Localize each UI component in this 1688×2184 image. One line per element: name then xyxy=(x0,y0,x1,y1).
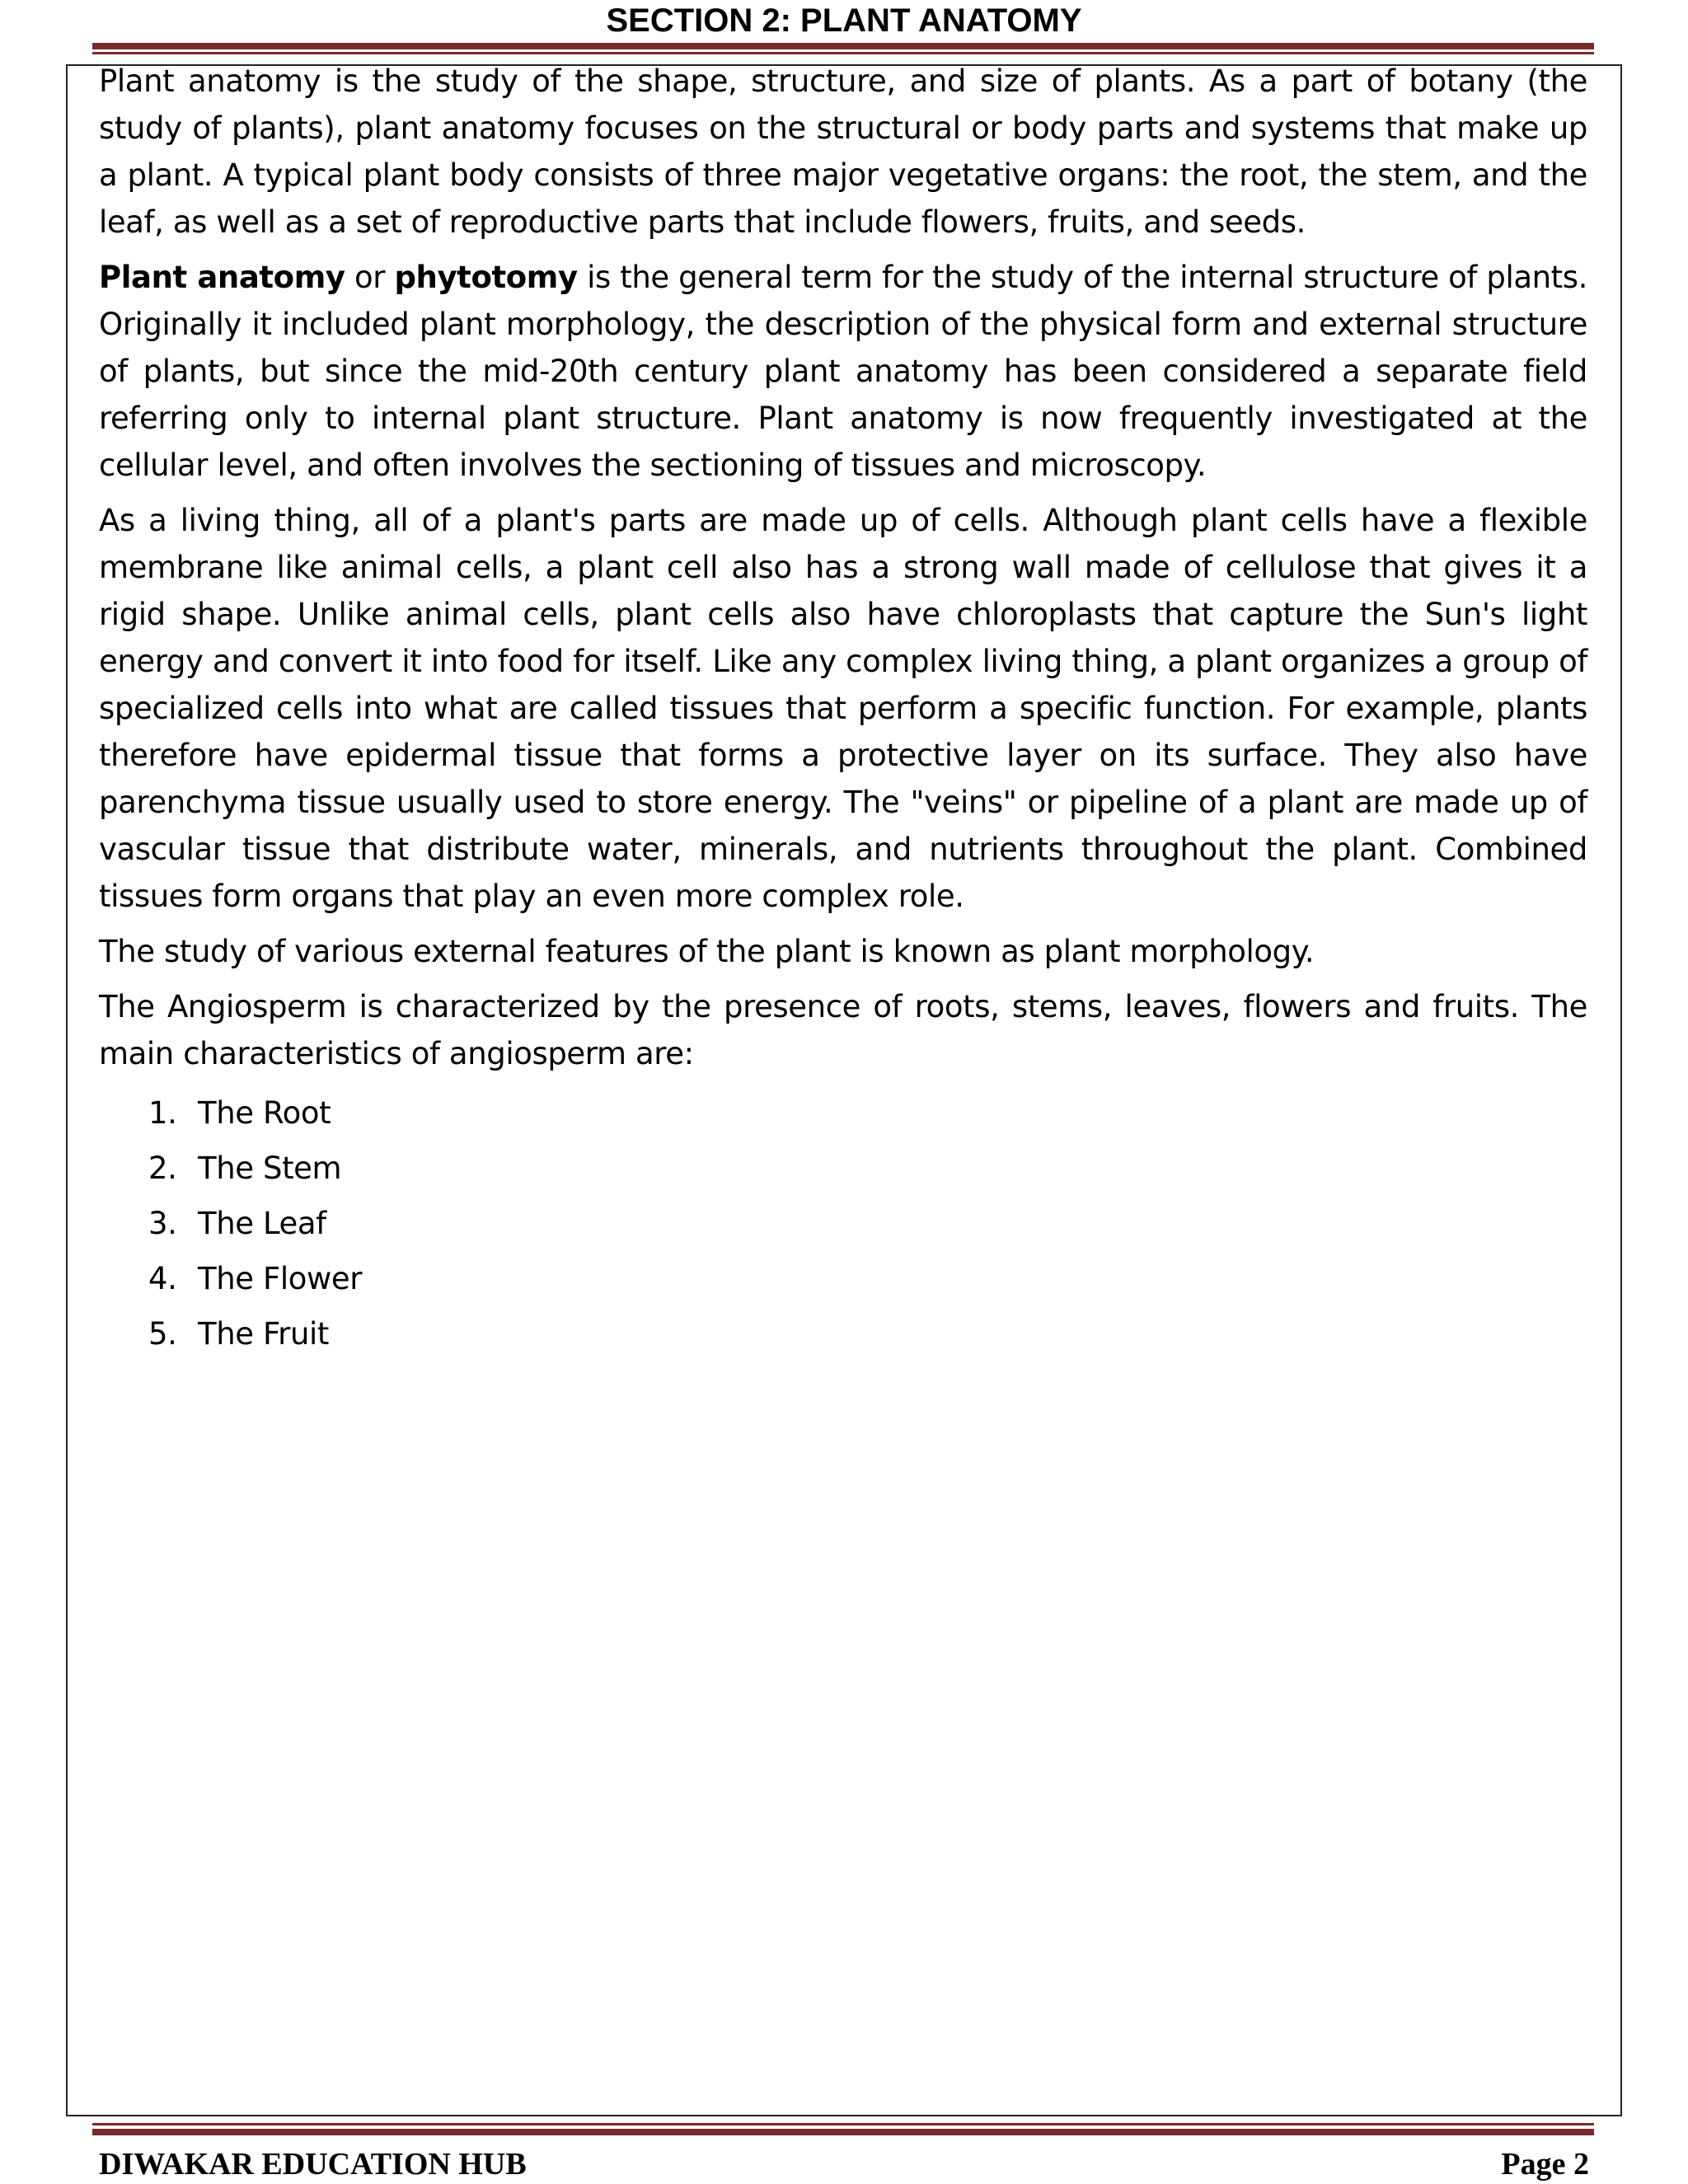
list-item-label: The Flower xyxy=(198,1261,363,1296)
angiosperm-characteristics-list xyxy=(99,1085,1587,1361)
footer-rule-thin xyxy=(92,2123,1594,2125)
text-or: or xyxy=(345,260,395,295)
list-item-label: The Stem xyxy=(198,1151,342,1186)
term-phytotomy: phytotomy xyxy=(394,260,578,295)
paragraph-definition xyxy=(99,254,1587,489)
paragraph-angiosperm: The Angiosperm is characterized by the presence of roots, stems, leaves, flowers and fruits. The main characteristics of angiosperm are: xyxy=(99,989,1587,1071)
paragraph-intro: Plant anatomy is the study of the shape, structure, and size of plants. As a part of botany (the study of plants), plant anatomy focuses on the structural or body parts and systems that make up a plant. A typical plant body consists of three major vegetative organs: the root, the stem, and the leaf, as well as a set of reproductive parts that include flowers, fruits, and seeds. xyxy=(99,63,1587,240)
footer-page-number: Page 2 xyxy=(1501,2147,1589,2182)
list-item xyxy=(148,1251,1587,1306)
list-item xyxy=(148,1196,1587,1251)
header-rule-thin xyxy=(92,52,1594,54)
list-item-number: 1. xyxy=(148,1095,177,1131)
paragraph-definition-text: is the general term for the study of the internal structure of plants. Originally it included plant morphology, the description of the physical form and external structure of plants, but since the mid-20th century plant anatomy has been considered a separate field referring only to internal plant structure. Plant anatomy is now frequently investigated at the cellular level, and often involves the sectioning of tissues and microscopy. xyxy=(99,260,1587,483)
footer-publisher: DIWAKAR EDUCATION HUB xyxy=(99,2147,527,2182)
paragraph-cells: As a living thing, all of a plant's parts are made up of cells. Although plant cells have a flexible membrane like animal cells, a plant cell also has a strong wall made of cellulose that gives it a rigid shape. Unlike animal cells, plant cells also have chloroplasts that capture the Sun's light energy and convert it into food for itself. Like any complex living thing, a plant organizes a group of specialized cells into what are called tissues that perform a specific function. For example, plants therefore have epidermal tissue that forms a protective layer on its surface. They also have parenchyma tissue usually used to store energy. The "veins" or pipeline of a plant are made up of vascular tissue that distribute water, minerals, and nutrients throughout the plant. Combined tissues form organs that play an even more complex role. xyxy=(99,503,1587,914)
list-item xyxy=(148,1306,1587,1361)
paragraph-morphology: The study of various external features of the plant is known as plant morphology. xyxy=(99,934,1315,969)
list-item xyxy=(148,1141,1587,1196)
page-header-title: SECTION 2: PLANT ANATOMY xyxy=(606,2,1082,39)
footer-rule-thick xyxy=(92,2129,1594,2135)
list-item-number: 2. xyxy=(148,1151,177,1186)
header-rule-thick xyxy=(92,43,1594,49)
list-item-number: 3. xyxy=(148,1206,177,1241)
list-item-label: The Leaf xyxy=(198,1206,326,1241)
list-item xyxy=(148,1085,1587,1141)
document-body xyxy=(99,58,1587,1361)
list-item-number: 4. xyxy=(148,1261,177,1296)
list-item-label: The Fruit xyxy=(198,1316,330,1352)
list-item-number: 5. xyxy=(148,1316,177,1352)
list-item-label: The Root xyxy=(198,1095,331,1131)
term-plant-anatomy: Plant anatomy xyxy=(99,260,345,295)
